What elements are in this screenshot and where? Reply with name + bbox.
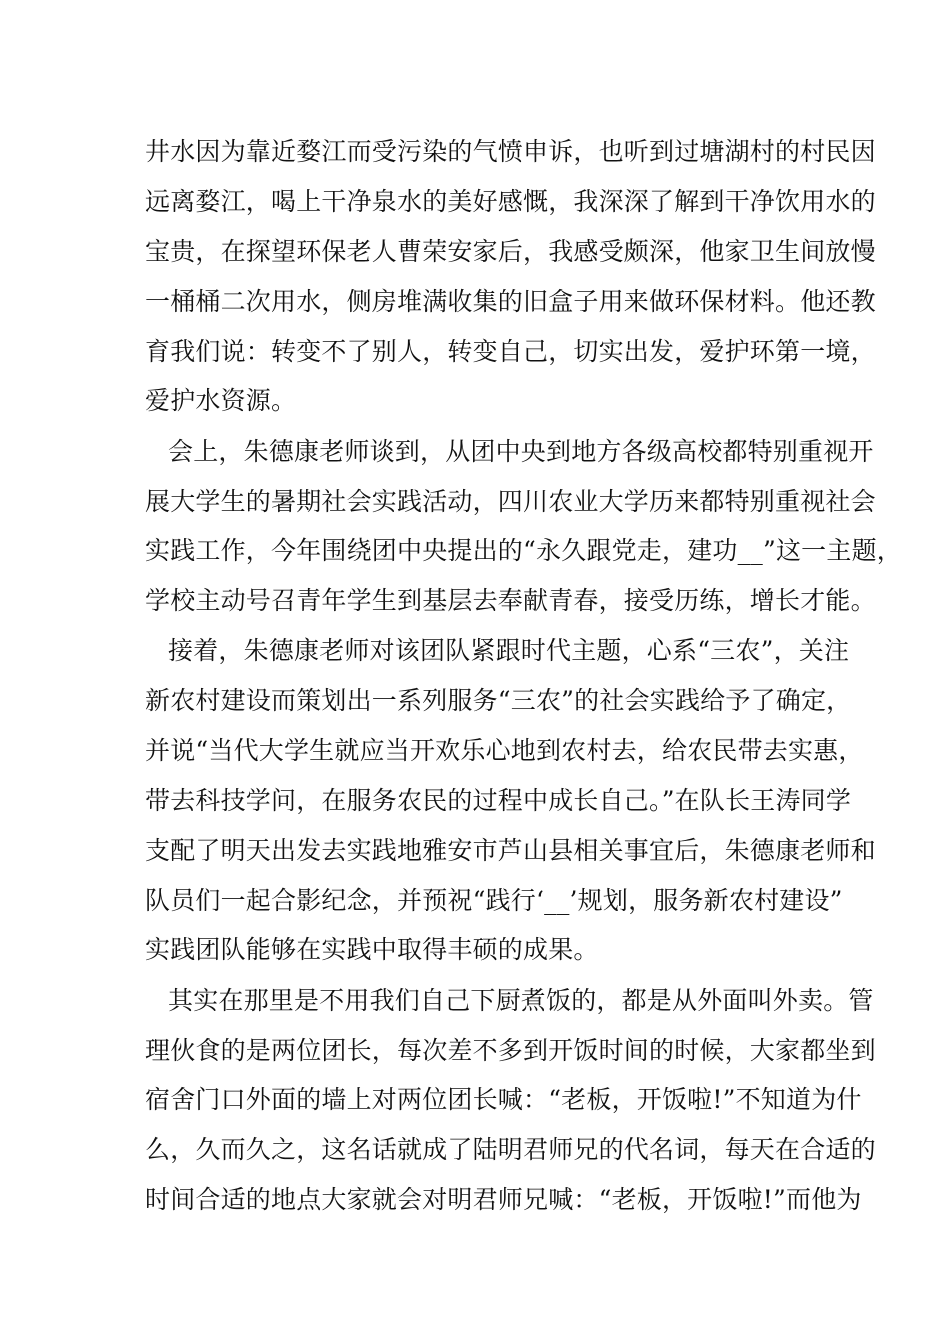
- paragraph-first-line: 其实在那里是不用我们自己下厨煮饭的，都是从外面叫外卖。管: [168, 986, 874, 1015]
- text-line: 队员们一起合影纪念，并预祝“践行‘__’规划，服务新农村建设”: [145, 886, 843, 915]
- text-line: 实践工作，今年围绕团中央提出的“永久跟党走，建功__”这一主题，: [145, 536, 902, 565]
- text-line: 育我们说：转变不了别人，转变自己，切实出发，爱护环第一境，: [145, 337, 876, 366]
- text-line: 并说“当代大学生就应当开欢乐心地到农村去，给农民带去实惠，: [145, 736, 864, 765]
- text-line: 支配了明天出发去实践地雅安市芦山县相关事宜后，朱德康老师和: [145, 836, 876, 865]
- paragraph-first-line: 会上，朱德康老师谈到，从团中央到地方各级高校都特别重视开: [168, 437, 874, 466]
- text-line: 理伙食的是两位团长，每次差不多到开饭时间的时候，大家都坐到: [145, 1036, 876, 1065]
- text-line: 带去科技学问，在服务农民的过程中成长自己。”在队长王涛同学: [145, 786, 852, 815]
- paragraph-first-line: 接着，朱德康老师对该团队紧跟时代主题，心系“三农”，关注: [168, 636, 850, 665]
- text-line: 一桶桶二次用水，侧房堆满收集的旧盒子用来做环保材料。他还教: [145, 287, 876, 316]
- text-line: 宿舍门口外面的墙上对两位团长喊：“老板，开饭啦!”不知道为什: [145, 1085, 862, 1114]
- text-line: 展大学生的暑期社会实践活动，四川农业大学历来都特别重视社会: [145, 487, 876, 516]
- text-line: 时间合适的地点大家就会对明君师兄喊：“老板，开饭啦!”而他为: [145, 1185, 862, 1214]
- text-line: 学校主动号召青年学生到基层去奉献青春，接受历练，增长才能。: [145, 586, 876, 615]
- text-line: 井水因为靠近婺江而受污染的气愤申诉，也听到过塘湖村的村民因: [145, 137, 876, 166]
- text-line: 远离婺江，喝上干净泉水的美好感慨，我深深了解到干净饮用水的: [145, 187, 876, 216]
- text-line: 爱护水资源。: [145, 386, 297, 415]
- text-line: 么，久而久之，这名话就成了陆明君师兄的代名词，每天在合适的: [145, 1135, 876, 1164]
- text-line: 新农村建设而策划出一系列服务“三农”的社会实践给予了确定，: [145, 686, 852, 715]
- text-line: 宝贵，在探望环保老人曹荣安家后，我感受颇深，他家卫生间放慢: [145, 237, 876, 266]
- text-line: 实践团队能够在实践中取得丰硕的成果。: [145, 935, 599, 964]
